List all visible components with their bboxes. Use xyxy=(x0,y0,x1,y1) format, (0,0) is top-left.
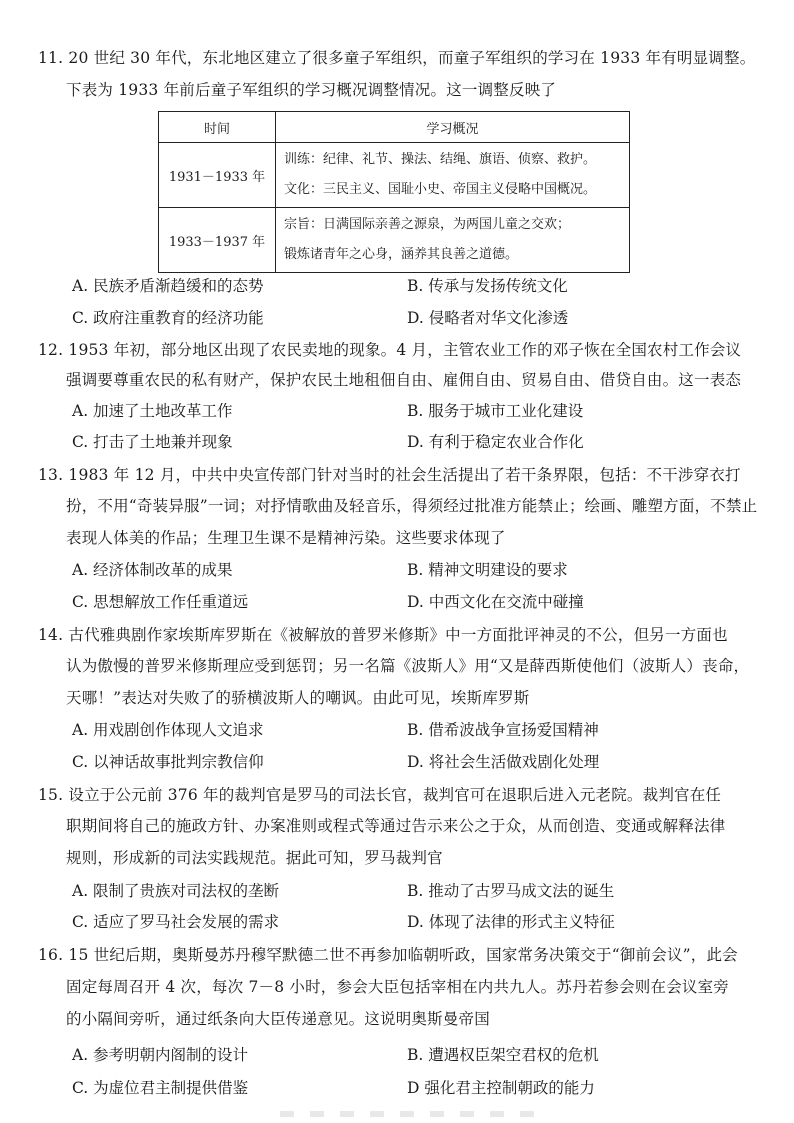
q13-option-b[interactable]: B. 精神文明建设的要求 xyxy=(407,561,568,579)
q16-line-3: 的小隔间旁听，通过纸条向大臣传递意见。这说明奥斯曼帝国 xyxy=(66,1010,490,1028)
q12-line-1: 12. 1953 年初，部分地区出现了农民卖地的现象。4 月，主管农业工作的邓子恢在全国农村工作会议 xyxy=(38,341,742,359)
table-cell-line: 训练：纪律、礼节、操法、结绳、旗语、侦察、救护。 xyxy=(284,152,597,167)
q16-option-c[interactable]: C. 为虚位君主制提供借鉴 xyxy=(72,1079,249,1097)
q16-line-2: 固定每周召开 4 次，每次 7－8 小时，参会大臣包括宰相在内共九人。苏丹若参会则在会议室旁 xyxy=(66,978,729,996)
q16-line-1: 16. 15 世纪后期，奥斯曼苏丹穆罕默德二世不再参加临朝听政，国家常务决策交于“御前会议”，此会 xyxy=(38,946,738,964)
q11-option-a[interactable]: A. 民族矛盾渐趋缓和的态势 xyxy=(72,277,264,295)
table-header-overview: 学习概况 xyxy=(276,112,630,143)
table-cell-line: 锻炼诸青年之心身，涵养其良善之道德。 xyxy=(284,247,519,262)
q14-option-d[interactable]: D. 将社会生活做戏剧化处理 xyxy=(407,753,600,771)
q11-option-c[interactable]: C. 政府注重教育的经济功能 xyxy=(72,309,264,327)
table-row xyxy=(159,143,630,208)
q11-line-2: 下表为 1933 年前后童子军组织的学习概况调整情况。这一调整反映了 xyxy=(66,81,557,99)
q15-option-d[interactable]: D. 体现了法律的形式主义特征 xyxy=(407,913,615,931)
table-header-time: 时间 xyxy=(159,112,276,143)
q13-line-1: 13. 1983 年 12 月，中共中央宣传部门针对当时的社会生活提出了若干条界限，包括：不干涉穿衣打 xyxy=(38,466,741,484)
q14-option-a[interactable]: A. 用戏剧创作体现人文追求 xyxy=(72,721,264,739)
q12-line-2: 强调要尊重农民的私有财产，保护农民土地租佃自由、雇佣自由、贸易自由、借贷自由。这一表态 xyxy=(66,371,742,389)
table-cell-time: 1931－1933 年 xyxy=(159,143,276,208)
q14-option-b[interactable]: B. 借希波战争宣扬爱国精神 xyxy=(407,721,599,739)
q16-option-d[interactable]: D 强化君主控制朝政的能力 xyxy=(407,1079,595,1097)
q11-option-b[interactable]: B. 传承与发扬传统文化 xyxy=(407,277,568,295)
q13-line-2: 扮，不用“奇装异服”一词；对抒情歌曲及轻音乐，得须经过批准方能禁止；绘画、雕塑方面，不禁止 xyxy=(66,497,758,515)
q13-line-3: 表现人体美的作品；生理卫生课不是精神污染。这些要求体现了 xyxy=(66,529,506,547)
table-cell-content xyxy=(276,143,630,208)
q15-line-1: 15. 设立于公元前 376 年的裁判官是罗马的司法长官，裁判官可在退职后进入元老院。裁判官在任 xyxy=(38,786,722,804)
q13-option-c[interactable]: C. 思想解放工作任重道远 xyxy=(72,593,249,611)
q15-option-c[interactable]: C. 适应了罗马社会发展的需求 xyxy=(72,913,280,931)
scan-artifact xyxy=(280,1111,540,1117)
table-cell-content xyxy=(276,208,630,273)
q16-option-a[interactable]: A. 参考明朝内阁制的设计 xyxy=(72,1046,249,1064)
q11-option-d[interactable]: D. 侵略者对华文化渗透 xyxy=(407,309,569,327)
q14-line-3: 天哪！”表达对失败了的骄横波斯人的嘲讽。由此可见，埃斯库罗斯 xyxy=(66,689,530,707)
q13-option-d[interactable]: D. 中西文化在交流中碰撞 xyxy=(407,593,584,611)
q11-table xyxy=(158,111,630,273)
q13-option-a[interactable]: A. 经济体制改革的成果 xyxy=(72,561,233,579)
q14-line-1: 14. 古代雅典剧作家埃斯库罗斯在《被解放的普罗米修斯》中一方面批评神灵的不公，但另一方面也 xyxy=(38,626,728,644)
q14-option-c[interactable]: C. 以神话故事批判宗教信仰 xyxy=(72,753,264,771)
q15-option-a[interactable]: A. 限制了贵族对司法权的垄断 xyxy=(72,882,280,900)
q14-line-2: 认为傲慢的普罗米修斯理应受到惩罚；另一名篇《波斯人》用“又是薛西斯使他们（波斯人）丧命， xyxy=(66,657,750,675)
q11-line-1: 11. 20 世纪 30 年代，东北地区建立了很多童子军组织，而童子军组织的学习在 1933 年有明显调整。 xyxy=(38,49,756,67)
q15-line-2: 职期间将自己的施政方针、办案准则或程式等通过告示来公之于众，从而创造、变通或解释法律 xyxy=(66,817,726,835)
q12-option-b[interactable]: B. 服务于城市工业化建设 xyxy=(407,402,584,420)
table-cell-line: 宗旨：日满国际亲善之源泉，为两国儿童之交欢； xyxy=(284,217,571,232)
table-cell-line: 文化：三民主义、国耻小史、帝国主义侵略中国概况。 xyxy=(284,182,597,197)
q16-option-b[interactable]: B. 遭遇权臣架空君权的危机 xyxy=(407,1046,599,1064)
q15-line-3: 规则，形成新的司法实践规范。据此可知，罗马裁判官 xyxy=(66,849,443,867)
q12-option-d[interactable]: D. 有利于稳定农业合作化 xyxy=(407,433,584,451)
q12-option-c[interactable]: C. 打击了土地兼并现象 xyxy=(72,433,233,451)
table-row xyxy=(159,208,630,273)
q15-option-b[interactable]: B. 推动了古罗马成文法的诞生 xyxy=(407,882,615,900)
q12-option-a[interactable]: A. 加速了土地改革工作 xyxy=(72,402,233,420)
table-cell-time: 1933－1937 年 xyxy=(159,208,276,273)
